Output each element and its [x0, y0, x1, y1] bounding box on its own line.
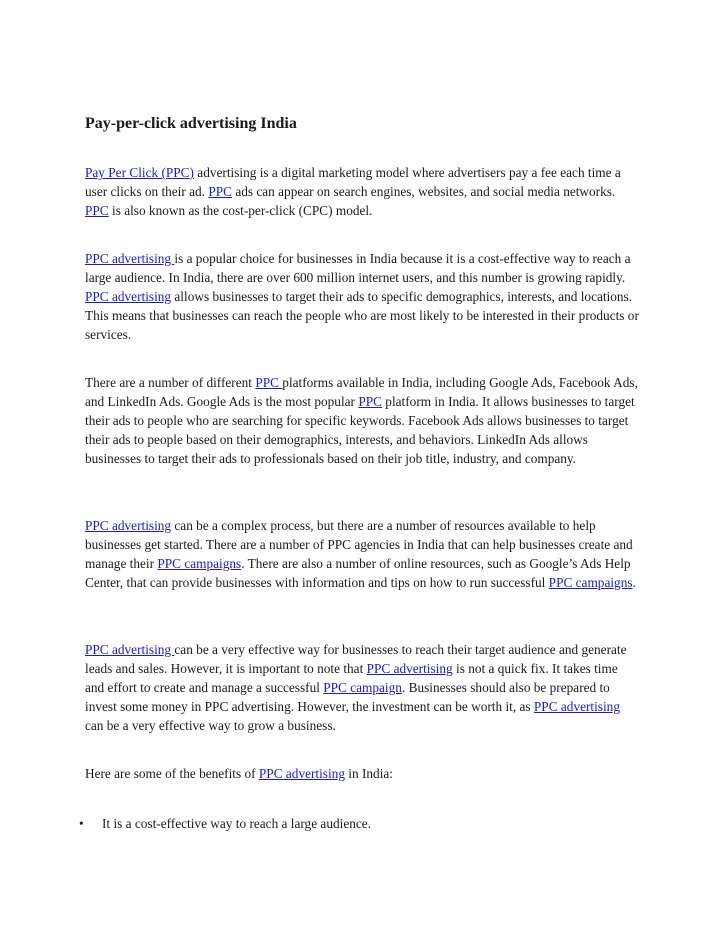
text: . Businesses should also be prepared to invest some money in PPC advertising. However, the investment can be worth it, as	[85, 679, 610, 714]
text: in India:	[344, 766, 393, 781]
paragraph-effective-way	[85, 641, 640, 736]
link-ppc-advertising[interactable]: PPC advertising	[366, 660, 453, 676]
link-ppc-campaigns[interactable]: PPC campaigns	[548, 574, 633, 590]
text: There are a number of different	[85, 375, 256, 390]
list-item	[79, 815, 640, 834]
text: platform in India. It allows businesses to target their ads to people who are searching for specific keywords. Facebook Ads allows businesses to target their ads to people based on their demographics, interests, and behaviors. LinkedIn Ads allows businesses to target their ads to professionals based on their job title, industry, and company.	[85, 393, 635, 466]
text: can be a very effective way for businesses to reach their target audience and generate leads and sales. However, it is important to note that	[85, 642, 627, 676]
link-ppc[interactable]: PPC	[208, 183, 232, 199]
text: is not a quick fix. It takes time and effort to create and manage a successful	[85, 660, 618, 695]
link-pay-per-click[interactable]: Pay Per Click (PPC)	[85, 165, 194, 180]
text: . There are also a number of online resources, such as Google’s Ads Help Center, that can provide businesses with information and tips on how to run successful	[85, 555, 631, 590]
text: advertising is a digital marketing model where advertisers pay a fee each time a user clicks on their ad.	[85, 165, 621, 199]
link-ppc-campaign[interactable]: PPC campaign	[323, 679, 402, 695]
paragraph-resources	[85, 517, 640, 593]
link-ppc[interactable]: PPC	[85, 202, 109, 218]
list-item-text: It is a cost-effective way to reach a large audience.	[102, 816, 372, 831]
text: allows businesses to target their ads to specific demographics, interests, and locations. This means that businesses can reach the people who are most likely to be interested in their products or services.	[85, 288, 639, 342]
link-ppc-advertising[interactable]: PPC advertising	[85, 642, 175, 657]
text: can be a very effective way to grow a business.	[85, 717, 336, 733]
link-ppc-advertising[interactable]: PPC advertising	[85, 251, 175, 266]
paragraph-intro	[85, 164, 640, 221]
paragraph-benefits-intro	[85, 765, 640, 784]
text: Here are some of the benefits of	[85, 766, 259, 781]
paragraph-platforms	[85, 374, 640, 469]
text: ads can appear on search engines, websites, and social media networks.	[232, 183, 616, 199]
text: can be a complex process, but there are a number of resources available to help businesses get started. There are a number of PPC agencies in India that can help businesses create and manage their	[85, 518, 633, 571]
link-ppc-advertising[interactable]: PPC advertising	[533, 698, 620, 714]
link-ppc-advertising[interactable]: PPC advertising	[258, 766, 345, 781]
bullet-icon: •	[79, 816, 84, 831]
link-ppc-advertising[interactable]: PPC advertising	[85, 288, 172, 304]
text: .	[632, 574, 636, 590]
link-ppc[interactable]: PPC	[255, 375, 283, 390]
text: is a popular choice for businesses in India because it is a cost-effective way to reach a large audience. In India, there are over 600 million internet users, and this number is growing rapidly.	[85, 251, 631, 285]
page-title: Pay-per-click advertising India	[85, 115, 297, 132]
link-ppc-advertising[interactable]: PPC advertising	[85, 518, 172, 533]
text: is also known as the cost-per-click (CPC) model.	[108, 202, 373, 218]
link-ppc[interactable]: PPC	[358, 393, 382, 409]
paragraph-popular-choice	[85, 250, 640, 345]
link-ppc-campaigns[interactable]: PPC campaigns	[157, 555, 242, 571]
benefits-list	[79, 815, 640, 834]
text: platforms available in India, including Google Ads, Facebook Ads, and LinkedIn Ads. Google Ads is the most popular	[85, 375, 638, 409]
